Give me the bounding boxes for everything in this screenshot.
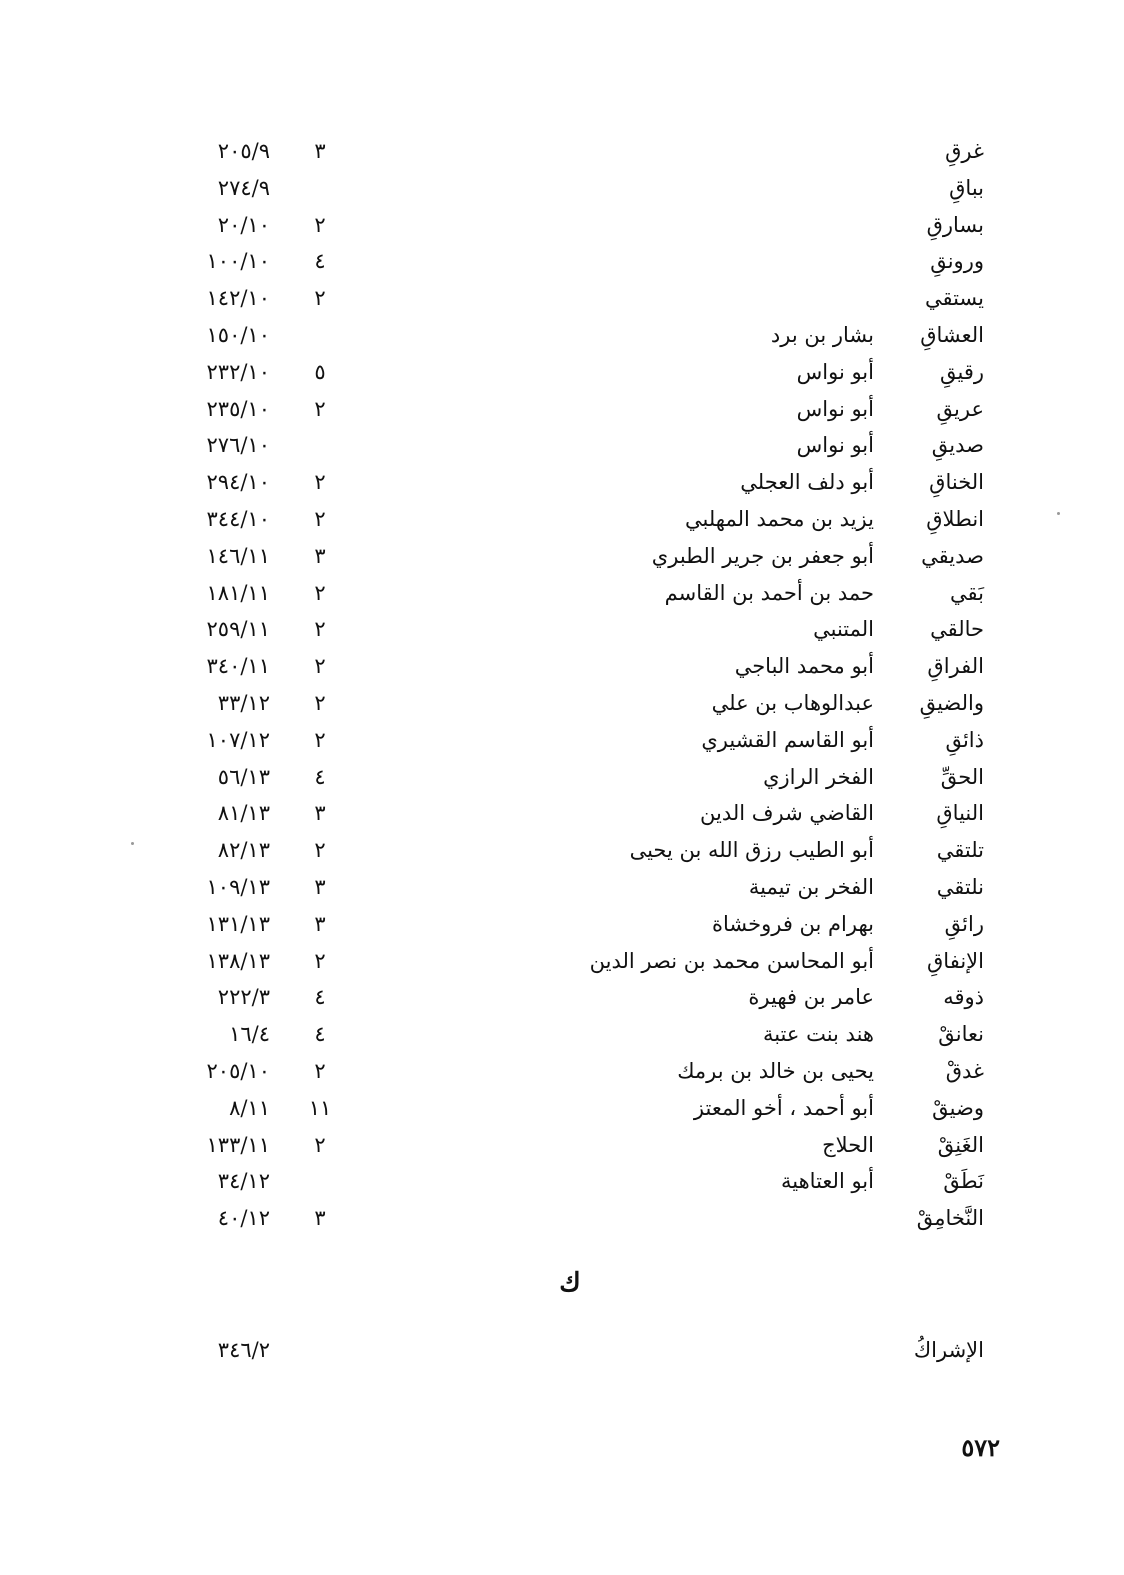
verse-count: ٢ [314,506,326,531]
rhyme-word: حالقي [930,617,984,642]
volume-page-ref: ١٤٢/١٠ [206,286,270,311]
verse-count: ٣ [314,874,326,899]
index-row [0,243,1124,280]
rhyme-word: نلتقي [936,874,984,899]
index-row [0,906,1124,943]
poet-name: أبو محمد الباجي [734,654,874,679]
poet-name: أبو نواس [796,396,874,421]
verse-count: ٢ [314,727,326,752]
verse-count: ٢ [314,470,326,495]
poet-name: أبو نواس [796,433,874,458]
index-row [0,538,1124,575]
verse-count: ٢ [314,396,326,421]
rhyme-word: النَّخامِقْ [916,1206,984,1231]
rhyme-word: ذوقه [943,985,984,1010]
volume-page-ref: ٣٣/١٢ [217,690,270,715]
volume-page-ref: ١٦/٤ [229,1022,270,1047]
volume-page-ref: ٨/١١ [229,1095,270,1120]
rhyme-word: الحقِّ [940,764,984,789]
volume-page-ref: ٢٢٢/٣ [217,985,270,1010]
volume-page-ref: ١٣١/١٣ [206,911,270,936]
index-row [0,722,1124,759]
verse-count: ٣ [314,139,326,163]
verse-count [298,170,342,207]
volume-page-ref: ٨١/١٣ [217,801,270,826]
volume-page-ref: ٤٠/١٢ [217,1206,270,1231]
verse-count: ٢ [314,580,326,605]
index-row [0,207,1124,244]
rhyme-word: ذائقِ [945,727,984,752]
index-row [0,832,1124,869]
index-row [0,685,1124,722]
rhyme-index-table-qaf [0,133,1124,1237]
rhyme-word: غدقْ [945,1058,984,1083]
volume-page-ref: ٢٩٤/١٠ [206,470,270,495]
poet-name: أبو دلف العجلي [740,470,874,495]
volume-page-ref: ١٠٩/١٣ [206,874,270,899]
rhyme-word: نعانقْ [938,1022,984,1047]
index-row [0,280,1124,317]
index-row [0,611,1124,648]
verse-count: ٥ [314,359,326,384]
poet-name: الحلاج [822,1132,874,1157]
index-row [0,1163,1124,1200]
rhyme-word: انطلاقِ [926,506,984,531]
volume-page-ref: ٢٠٥/١٠ [206,1058,270,1083]
index-row [0,170,1124,207]
volume-page-ref: ٢٣٥/١٠ [206,396,270,421]
verse-count [298,317,342,354]
volume-page-ref: ٢٣٢/١٠ [206,359,270,384]
rhyme-word: رقيقِ [939,359,984,384]
rhyme-word: بباقِ [949,175,984,200]
verse-count [298,1163,342,1200]
verse-count: ٢ [314,654,326,679]
volume-page-ref: ٢٠/١٠ [217,212,270,237]
verse-count: ٢ [314,212,326,237]
rhyme-word: ورونقِ [930,249,984,274]
verse-count: ٢ [314,948,326,973]
index-row [0,795,1124,832]
volume-page-ref: ١٣٣/١١ [206,1132,270,1157]
volume-page-ref: ٥٦/١٣ [217,764,270,789]
poet-name [544,280,874,317]
verse-count: ٣ [314,911,326,936]
rhyme-word: الفراقِ [927,654,984,679]
poet-name: أبو العتاهية [781,1169,874,1194]
volume-page-ref: ٣٤٦/٢ [217,1338,270,1362]
rhyme-word: صديقِ [931,433,984,458]
volume-page-ref: ٢٧٤/٩ [217,175,270,200]
poet-name [544,207,874,244]
poet-name [544,170,874,207]
rhyme-word: بسارقِ [926,212,984,237]
poet-name: يزيد بن محمد المهلبي [685,506,874,531]
volume-page-ref: ١٥٠/١٠ [206,322,270,347]
poet-name: الفخر بن تيمية [748,874,874,899]
volume-page-ref: ١٠٠/١٠ [206,249,270,274]
volume-page-ref: ٣٤/١٢ [217,1169,270,1194]
poet-name: عبدالوهاب بن علي [711,690,874,715]
rhyme-index-table-kaf [0,1332,1124,1369]
volume-page-ref: ٨٢/١٣ [217,838,270,863]
scan-speck [1057,512,1060,515]
poet-name: عامر بن فهيرة [748,985,874,1010]
rhyme-word: العشاقِ [920,322,984,347]
index-row [0,427,1124,464]
poet-name [544,1332,874,1369]
verse-count: ٤ [314,985,326,1010]
index-row [0,317,1124,354]
verse-count: ٢ [314,617,326,642]
verse-count: ٣ [314,1206,326,1231]
rhyme-word: صديقي [921,543,984,568]
page-number: ٥٧٢ [961,1433,1000,1462]
verse-count: ١١ [308,1095,332,1120]
verse-count: ٢ [314,690,326,715]
volume-page-ref: ١٣٨/١٣ [206,948,270,973]
verse-count: ٣ [314,543,326,568]
verse-count [298,427,342,464]
poet-name: حمد بن أحمد بن القاسم [664,580,874,605]
rhyme-word: الغَنِقْ [937,1132,984,1157]
volume-page-ref: ٣٤٤/١٠ [206,506,270,531]
poet-name: بشار بن برد [770,322,874,347]
poet-name: أبو المحاسن محمد بن نصر الدين [589,948,874,973]
poet-name [544,133,874,170]
volume-page-ref: ١٨١/١١ [206,580,270,605]
verse-count: ٣ [314,801,326,826]
rhyme-word: والضيقِ [919,690,984,715]
index-row [0,869,1124,906]
index-row [0,1016,1124,1053]
poet-name: بهرام بن فروخشاة [711,911,874,936]
rhyme-word: غرقِ [945,139,984,163]
index-row [0,1127,1124,1164]
volume-page-ref: ١٤٦/١١ [206,543,270,568]
poet-name: القاضي شرف الدين [700,801,874,826]
index-row [0,133,1124,170]
rhyme-word: الإنفاقِ [927,948,984,973]
poet-name: الفخر الرازي [763,764,874,789]
verse-count [298,1332,342,1369]
index-row [0,391,1124,428]
poet-name: هند بنت عتبة [762,1022,874,1047]
poet-name: أبو جعفر بن جرير الطبري [651,543,874,568]
index-row [0,759,1124,796]
scan-speck [131,842,134,845]
poet-name [544,1200,874,1237]
index-row [0,501,1124,538]
verse-count: ٤ [314,1022,326,1047]
poet-name: أبو نواس [796,359,874,384]
index-row [0,943,1124,980]
index-row [0,1332,1124,1369]
volume-page-ref: ٢٥٩/١١ [206,617,270,642]
index-row [0,648,1124,685]
rhyme-word: الإشراكُ [913,1338,984,1362]
verse-count: ٤ [314,764,326,789]
index-row [0,1200,1124,1237]
poet-name: أبو الطيب رزق الله بن يحيى [629,838,874,863]
verse-count: ٢ [314,1058,326,1083]
poet-name: أبو القاسم القشيري [701,727,874,752]
rhyme-word: يستقي [924,286,984,311]
rhyme-word: وضيقْ [932,1095,984,1120]
rhyme-word: تلتقي [936,838,984,863]
verse-count: ٢ [314,1132,326,1157]
verse-count: ٤ [314,249,326,274]
rhyme-word: الخناقِ [929,470,984,495]
verse-count: ٢ [314,838,326,863]
poet-name [544,243,874,280]
index-row [0,575,1124,612]
rhyme-word: رائقِ [944,911,984,936]
index-row [0,1090,1124,1127]
volume-page-ref: ٢٧٦/١٠ [206,433,270,458]
verse-count: ٢ [314,286,326,311]
section-letter-heading: ك [559,1268,581,1298]
volume-page-ref: ٢٠٥/٩ [217,139,270,163]
index-row [0,1053,1124,1090]
poet-name: أبو أحمد ، أخو المعتز [693,1095,874,1120]
rhyme-word: عريقِ [936,396,984,421]
index-row [0,354,1124,391]
volume-page-ref: ٣٤٠/١١ [206,654,270,679]
rhyme-word: النياقِ [936,801,984,826]
index-row [0,979,1124,1016]
rhyme-word: نَطَقْ [943,1169,984,1194]
poet-name: المتنبي [813,617,874,642]
volume-page-ref: ١٠٧/١٢ [206,727,270,752]
rhyme-word: بَقي [950,580,984,605]
poet-name: يحيى بن خالد بن برمك [677,1058,874,1083]
index-row [0,464,1124,501]
